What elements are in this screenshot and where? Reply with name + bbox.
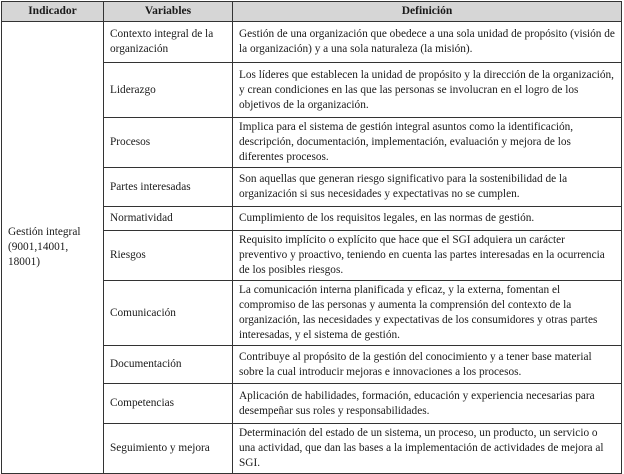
variable-cell: Comunicación bbox=[104, 281, 233, 346]
variable-cell: Competencias bbox=[104, 384, 233, 424]
header-variables: Variables bbox=[104, 2, 233, 22]
variable-cell: Partes interesadas bbox=[104, 168, 233, 207]
variable-cell: Liderazgo bbox=[104, 63, 233, 118]
header-definicion: Definición bbox=[233, 2, 622, 22]
indicator-cell: Gestión integral (9001,14001, 18001) bbox=[2, 22, 104, 474]
definition-cell: Son aquellas que generan riesgo significativo para la sostenibilidad de la organización si sus necesidades y expectativas no se cumplen. bbox=[233, 168, 622, 207]
definition-cell: Gestión de una organización que obedece a una sola unidad de propósito (visión de la organización) y a una sola naturaleza (la misión). bbox=[233, 22, 622, 63]
definition-cell: Los líderes que establecen la unidad de propósito y la dirección de la organización, y crean condiciones en las que las personas se involucran en el logro de los objetivos de la organización. bbox=[233, 63, 622, 118]
variable-cell: Contexto integral de la organización bbox=[104, 22, 233, 63]
variable-cell: Procesos bbox=[104, 118, 233, 168]
table-row bbox=[2, 22, 622, 63]
definition-cell: Implica para el sistema de gestión integral asuntos como la identificación, descripción, documentación, implementación, evaluación y mejora de los diferentes procesos. bbox=[233, 118, 622, 168]
definition-cell: Requisito implícito o explícito que hace que el SGI adquiera un carácter preventivo y proactivo, teniendo en cuenta las partes interesadas en la ocurrencia de los posibles riesgos. bbox=[233, 231, 622, 281]
variable-cell: Seguimiento y mejora bbox=[104, 424, 233, 474]
header-indicador: Indicador bbox=[2, 2, 104, 22]
definition-cell: Determinación del estado de un sistema, un proceso, un producto, un servicio o una actividad, que dan las bases a la implementación de actividades de mejora al SGI. bbox=[233, 424, 622, 474]
variable-cell: Normatividad bbox=[104, 207, 233, 231]
header-row bbox=[2, 2, 622, 22]
definitions-table bbox=[1, 1, 622, 474]
definition-cell: Cumplimiento de los requisitos legales, en las normas de gestión. bbox=[233, 207, 622, 231]
definition-cell: Contribuye al propósito de la gestión del conocimiento y a tener base material sobre la cual introducir mejoras e innovaciones a los procesos. bbox=[233, 346, 622, 384]
definition-cell: Aplicación de habilidades, formación, educación y experiencia necesarias para desempeñar sus roles y responsabilidades. bbox=[233, 384, 622, 424]
variable-cell: Riesgos bbox=[104, 231, 233, 281]
definition-cell: La comunicación interna planificada y eficaz, y la externa, fomentan el compromiso de las personas y aumenta la comprensión del contexto de la organización, las necesidades y expectativas de los consumidores y otras partes interesadas, y el sistema de gestión. bbox=[233, 281, 622, 346]
variable-cell: Documentación bbox=[104, 346, 233, 384]
